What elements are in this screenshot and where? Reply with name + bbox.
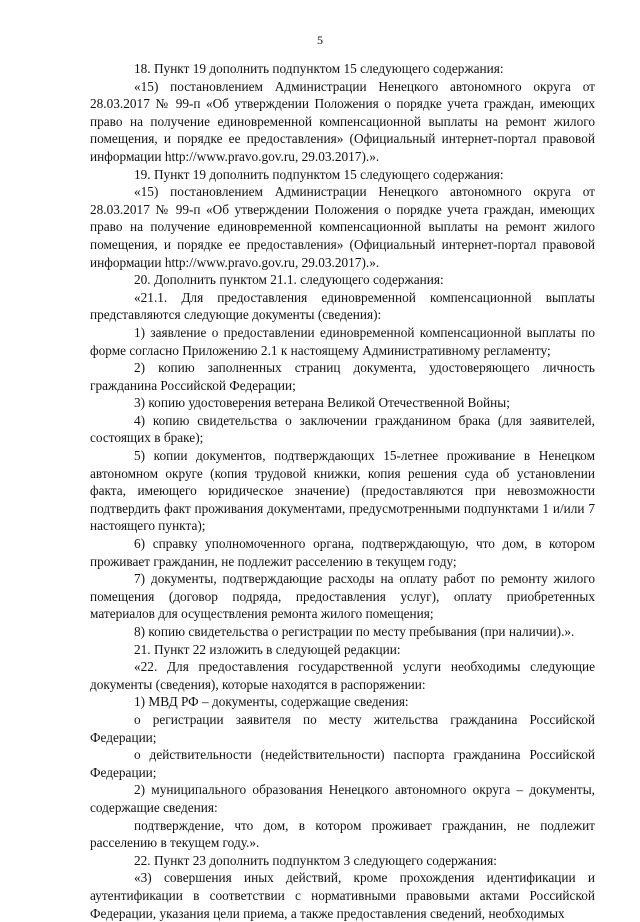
paragraph: «15) постановлением Администрации Ненецкого автономного округа от 28.03.2017 № 99-п «Об утверждении Положения о порядке учета граждан, имеющих право на получение единовременной компенсационной выплаты на ремонт жилого помещения, и порядке ее предоставления» (Официальный интернет-портал правовой информации http://www.pravo.gov.ru, 29.03.2017).».: [90, 78, 595, 164]
paragraph: 3) копию удостоверения ветерана Великой Отечественной Войны;: [134, 395, 510, 411]
paragraph: 5) копии документов, подтверждающих 15-летнее проживание в Ненецком автономном округе (копия трудовой книжки, копия решения суда об установлении факта, имеющего юридическое значение) (предоставляются при невозможности подтвердить факт проживания документами, предусмотренными подпунктами 1 и/или 7 настоящего пункта);: [90, 448, 595, 534]
paragraph: «3) совершения иных действий, кроме прохождения идентификации и аутентификации в соответствии с нормативными правовыми актами Российской Федерации, указания цели приема, а также предоставления сведений, необходимых: [90, 870, 595, 921]
paragraph: 8) копию свидетельства о регистрации по месту пребывания (при наличии).».: [134, 624, 575, 639]
paragraph: 7) документы, подтверждающие расходы на оплату работ по ремонту жилого помещения (договор подряда, предоставления услуг), оплату приобретенных материалов для осуществления ремонта жилого помещения;: [90, 571, 595, 622]
paragraph: 19. Пункт 19 дополнить подпунктом 15 следующего содержания:: [134, 166, 504, 182]
paragraph: 22. Пункт 23 дополнить подпунктом 3 следующего содержания:: [134, 852, 497, 868]
paragraph: 18. Пункт 19 дополнить подпунктом 15 следующего содержания:: [134, 61, 504, 76]
page-number: 5: [317, 33, 323, 47]
paragraph: 21. Пункт 22 изложить в следующей редакции:: [134, 641, 401, 657]
paragraph: 2) муниципального образования Ненецкого автономного округа – документы, содержащие сведения:: [90, 782, 595, 815]
paragraph: «21.1. Для предоставления единовременной компенсационной выплаты представляются следующие документы (сведения):: [90, 289, 595, 323]
paragraph: 2) копию заполненных страниц документа, удостоверяющего личность гражданина Российской Федерации;: [90, 360, 595, 393]
paragraph: 1) МВД РФ – документы, содержащие сведения:: [134, 694, 409, 710]
paragraph: подтверждение, что дом, в котором проживает гражданин, не подлежит расселению в текущем году.».: [90, 817, 595, 851]
paragraph: 6) справку уполномоченного органа, подтверждающую, что дом, в котором проживает гражданин, не подлежит расселению в текущем году;: [90, 536, 595, 569]
paragraph: «22. Для предоставления государственной услуги необходимы следующие документы (сведения), которые находятся в распоряжении:: [90, 659, 595, 692]
paragraph: о регистрации заявителя по месту жительства гражданина Российской Федерации;: [90, 711, 595, 745]
document-body: [90, 60, 595, 922]
paragraph: «15) постановлением Администрации Ненецкого автономного округа от 28.03.2017 № 99-п «Об утверждении Положения о порядке учета граждан, имеющих право на получение единовременной компенсационной выплаты на ремонт жилого помещения, и порядке ее предоставления» (Официальный интернет-портал правовой информации http://www.pravo.gov.ru, 29.03.2017).».: [90, 184, 595, 270]
paragraph: 20. Дополнить пунктом 21.1. следующего содержания:: [134, 272, 444, 288]
paragraph: 4) копию свидетельства о заключении гражданином брака (для заявителей, состоящих в браке);: [90, 412, 595, 446]
paragraph: о действительности (недействительности) паспорта гражданина Российской Федерации;: [90, 747, 595, 780]
paragraph: 1) заявление о предоставлении единовременной компенсационной выплаты по форме согласно Приложению 2.1 к настоящему Административному регламенту;: [90, 324, 595, 358]
